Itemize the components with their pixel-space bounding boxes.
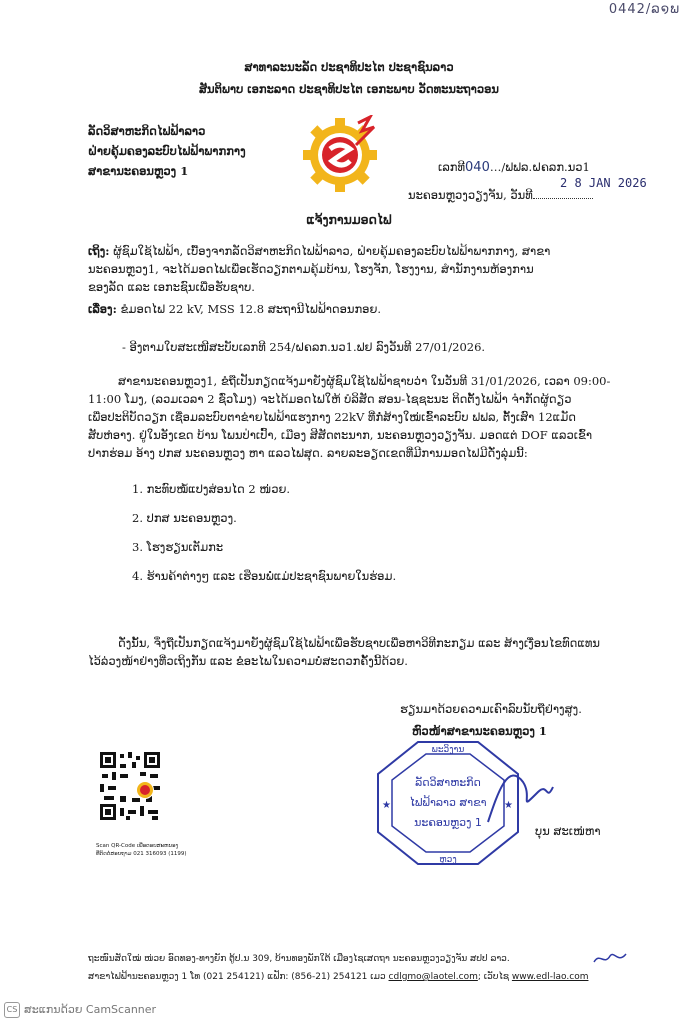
closing-paragraph: ດັ່ງນັ້ນ, ຈຶ່ງຖືເປັນກຽດແຈ້ງມາຍັງຜູ້ຊົມໃຊ້ໄຟຟ້າເພື່ອຮັບຊາບເພື່ອຫາວິທີກະກຽມ ແລະ ສ້າງເງື່ອນໄຂທົດແທນ ໄວ້ລ່ວງໜ້າຢ່າງທີ່ວເຖິງກັນ ແລະ ຂໍອະໄພໃນຄວາມບໍ່ສະດວກຄັ້ງນີ້ດ້ວຍ. [88,636,600,668]
stamp-star-right: ★ [504,800,513,811]
stamp-line-3: ນະຄອນຫຼວງ 1 [414,816,482,829]
org-name-1: ລັດວິສາຫະກິດໄຟຟ້າລາວ [88,124,206,138]
footer-email[interactable]: cdlgmo@laotel.com [388,972,478,982]
qr-caption: Scan QR-Code ເພື່ອຕອບສະຫນອງ ທີ່ຕິດຕໍ່ສອບຖາມ 021 316093 (1199) [96,843,187,857]
main-paragraph: ສາຂານະຄອນຫຼວງ1, ຂໍຖືເປັນກຽດແຈ້ງມາຍັງຜູ້ຊົມໃຊ້ໄຟຟ້າຊາບວ່າ ໃນວັນທີ 31/01/2026, ເວລາ 09:00- 11:00 ໂມງ, (ລວມເວລາ 2 ຊົ່ວໂມງ) ຈະໄດ້ມອດໄຟໃຫ້ ບໍລິສັດ ສອນ-ໄຊຊະນະ ຕິດຕັ້ງໄຟຟ້າ ຈໍາກັດຜູ້ດຽວ ເພື່ອປະຕິບັດວຽກ ເຊື່ອມລະບົບຕາຂ່າຍໄຟຟ້າແຮງກາງ 22kV ທີ່ກໍ່ສ້າງໃໝ່ເຂົ້າລະບົບ ຟຟລ, ຕັ້ງເສົາ 12ແມັດ ສັບຫ່ອາງ. ຢູ່ໃນອັງເຂດ ບ້ານ ໂພນປ່າເປົ້າ, ເມືອງ ສີສັດຕະນາກ, ນະຄອນຫຼວງວຽງຈັນ. ມອດແຕ່ DOF ແລວເຂົ້າ ປາກຮ່ອມ ອ້າງ ປກສ ນະຄອນຫຼວງ ຫາ ແລວໄຟສຸດ. ລາຍລະອຽດເຂດທີ່ມີການມອດໄຟມີດັ່ງລຸ່ມນີ້: [88,374,611,460]
signatory-name: ບຸນ ສະເໜ່ຫາ [535,824,601,838]
recipient-block: ເຖິງ: ຜູ້ຊົມໃຊ້ໄຟຟ້າ, ເບື້ອງຈາກລັດວິສາຫະກິດໄຟຟ້າລາວ, ຝ່າຍຄຸ້ມຄອງລະບົບໄຟຟ້າພາກກາງ, ສາຂາ ນະຄອນຫຼວງ1, ຈະໄດ້ມອດໄຟເພື່ອເຮັດວຽກຕາມຄຸ້ມບ້ານ, ໂຮງຈັກ, ໂຮງງານ, ສໍານັກງານຫ້ອງການ ຂອງລັດ ແລະ ເອກະຊົນເພື່ອຮັບຊາບ. [88,244,551,294]
camscanner-icon: CS [4,1002,20,1018]
stamp-bottom-text: ຫຼວງ [439,855,457,865]
based-on: - ອີງຕາມໃບສະເໜີສະບັບເລກທີ 254/ຝຄລກ.ນວ1.ຟຢ ລົງວັນທີ 27/01/2026. [122,340,486,354]
signature-scribble [478,752,558,832]
footer-address: ຖະໜົນສັດໃໝ່ ໜ່ວຍ ອົດທອງ-ທາງຍັກ ຕູ້ປ.ນ 309, ບ້ານທອງພັກໃຕ້ ເມືອງໄຊເສດຖາ ນະຄອນຫຼວງວຽງຈັນ ສປປ ລາວ. [88,954,510,964]
date-stamp: 2 8 JAN 2026 [560,176,647,190]
stamp-line-2: ໄຟຟ້າລາວ ສາຂາ [409,796,487,809]
stamp-top-text: ພະວິງານ [431,745,465,755]
handwritten-number: 0442/ລ໑ພ [608,2,680,17]
list-item: 1. ກະທົບໝໍ້ແປງສ່ອນໄດ 2 ໜ່ວຍ. [132,482,291,496]
footer-initials-scribble [592,948,632,968]
list-item: 3. ໂຮງຮຽນເຕັມກະ [132,540,224,554]
list-item: 2. ປກສ ນະຄອນຫຼວງ. [132,511,237,525]
national-header-2: ສັນຕິພາບ ເອກະລາດ ປະຊາທິປະໄຕ ເອກະພາບ ວັດທະນະຖາວອນ [198,82,500,96]
place-date: ນະຄອນຫຼວງວຽງຈັນ, ວັນທີ [408,188,593,202]
signatory-title: ຫົວໜ້າສາຂານະຄອນຫຼວງ 1 [412,724,547,738]
salutation: ຮຽນມາດ້ວຍຄວາມເຄົາລົບນັບຖືຢ່າງສູງ. [400,702,582,716]
footer-website[interactable]: www.edl-lao.com [511,972,589,982]
camscanner-watermark: CS ສະແກນດ້ວຍ CamScanner [4,1002,156,1018]
subject: ເລື່ອງ: ຂໍມອດໄຟ 22 kV, MSS 12.8 ສະຖານີໄຟຟ້າດອນກອຍ. [88,302,382,316]
org-name-3: ສາຂານະຄອນຫຼວງ 1 [88,164,189,178]
list-item: 4. ຮ້ານຄ້າຕ່າງໆ ແລະ ເຮືອນພໍ່ແມ່ປະຊາຊົນພາຍໃນຮ່ອມ. [132,569,397,583]
reference-number: ເລກທີ040…/ຟຟລ.ຝຄລກ.ນວ1 [438,160,590,175]
affected-area-list [132,480,396,596]
footer-contact: ສາຂາໄຟຟ້ານະຄອນຫຼວງ 1 ໂທ (021 254121) ແຟັກ: (856-21) 254121 ເມວ cdlgmo@laotel.com; ເວັບໄຊ www.edl-lao.com [88,972,589,982]
national-header-1: ສາທາລະນະລັດ ປະຊາທິປະໄຕ ປະຊາຊົນລາວ [244,60,454,74]
qr-center-logo-icon [135,780,155,800]
edl-logo [300,115,380,195]
notice-title: ແຈ້ງການມອດໄຟ [306,212,392,227]
stamp-line-1: ລັດວິສາຫະກິດ [415,776,481,789]
org-name-2: ຝ່າຍຄຸ້ມຄອງລະບົບໄຟຟ້າພາກກາງ [88,144,246,158]
stamp-star-left: ★ [382,800,391,811]
